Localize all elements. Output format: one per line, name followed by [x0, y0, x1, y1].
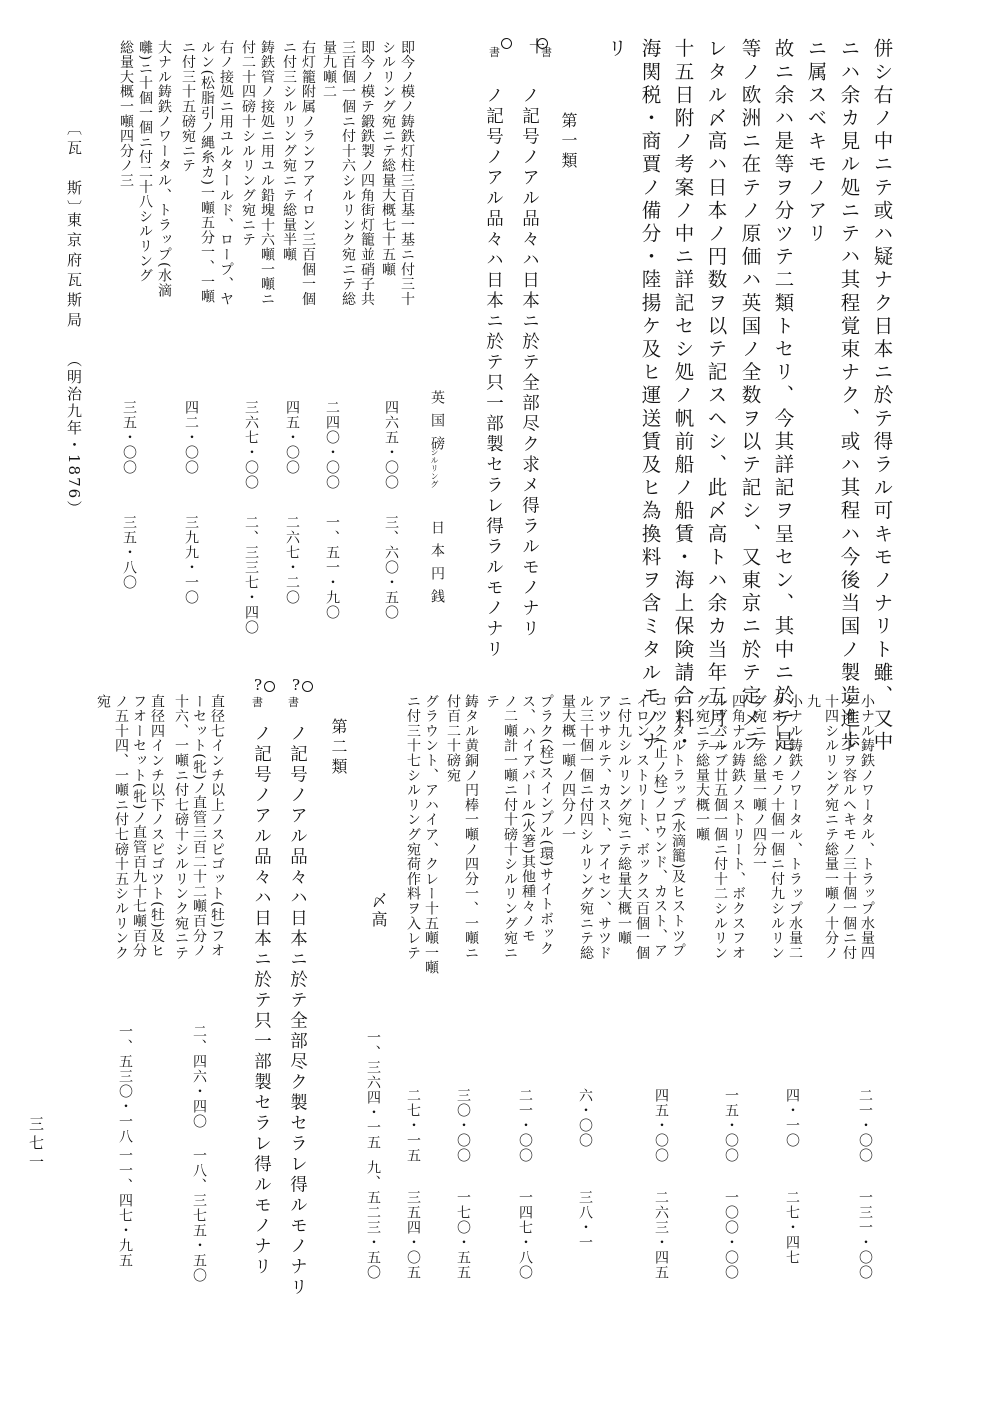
class2-legend-line: ノ記号ノアル品々ハ日本ニ於テ全部尽ク製セラレ得ルモノナリ — [287, 724, 308, 1298]
item-line: ーセット(牝)ノ直管三百二十二噸百分ノ — [191, 694, 207, 959]
column-header-gbp-unit: シルリング — [430, 448, 439, 488]
item-line: ニ付三十五磅宛ニテ — [180, 40, 196, 174]
item-line: 右灯籠附属ノランフアイロン三百個一個 — [300, 40, 316, 307]
item-line: テ — [484, 694, 500, 709]
jpy-value: 三八・一 — [577, 1190, 593, 1250]
gbp-value: 一五・〇〇 — [723, 1088, 739, 1163]
mark-char: 書 — [252, 696, 263, 709]
mark-char: 書 — [489, 46, 500, 59]
item-line: アツサルテ、カスト、アイセン、サツド — [596, 694, 612, 961]
jpy-value: 一〇〇・〇〇 — [723, 1190, 739, 1280]
item-line: クオートノモノ十個一個ニ付九シルリン — [769, 694, 785, 961]
gbp-value: 三〇・〇〇 — [455, 1088, 471, 1163]
jpy-value: 一一、四七・九五 — [117, 1148, 133, 1268]
item-line: 付二十四磅十シルリング宛ニテ — [240, 40, 256, 248]
item-line: 直径四インチ以下ノスピゴツト(牡)及ヒ — [149, 694, 165, 959]
class1-heading: 第一類 — [559, 112, 578, 172]
item-line: 即今ノ模ノ鋳鉄灯柱三百基一基ニ付三十 — [399, 40, 415, 307]
jpy-value: 三五四・〇五 — [405, 1190, 421, 1280]
item-line: グ宛ニテ総量一噸ノ四分一 — [751, 694, 767, 872]
jpy-value: 二六七・二〇 — [284, 515, 300, 605]
item-line: グラウント、アハイア、クレー十五噸一噸 — [423, 694, 439, 976]
intro-line: 等ノ欧洲ニ在テノ原価ハ英国ノ全数ヲ以テ記シ、又東京ニ於テ定メラ — [738, 38, 762, 755]
item-line: ル三十個一個ニ付四シルリング宛ニテ総 — [578, 694, 594, 961]
jpy-value: 二七・四七 — [784, 1190, 800, 1265]
date: （明治九年・1876） — [65, 352, 83, 518]
item-line: 囃)ニ十個一個ニ付二十八シルリング — [137, 40, 153, 284]
class1-legend-line: ノ記号ノアル品々ハ日本ニ於テ只一部製セラレ得ラルモノナリ — [483, 86, 504, 660]
item-line: 量大概一噸ノ四分ノ一 — [560, 694, 576, 842]
intro-line: レタル〆高ハ日本ノ円数ヲ以テ記スヘシ、此〆高トハ余カ当年五月二 — [704, 38, 728, 755]
intro-line: ニハ余カ見ル処ニテハ其程覚束ナク、或ハ其程ハ今後当国ノ製造進歩 — [837, 38, 861, 755]
item-line: 即今ノ模テ鍛鉄製ノ四角街灯籠並硝子共 — [359, 40, 375, 307]
gbp-value: 三五・〇〇 — [121, 400, 137, 475]
item-line: 量九噸二 — [321, 40, 337, 100]
jpy-value: 一四七・八〇 — [517, 1190, 533, 1280]
intro-line: 海関税・商賈ノ備分・陸揚ケ及ヒ運送賃及ヒ為換料ヲ含ミタルモノナ — [638, 38, 662, 755]
jpy-value: 三五・八〇 — [121, 515, 137, 590]
mark-char: 書 — [288, 696, 299, 709]
mark-char: ? — [292, 676, 301, 694]
item-line: クオートヲ容ルヘキモノ三十個一個ニ付 — [841, 694, 857, 961]
class2-legend-line: ノ記号ノアル品々ハ日本ニ於テ只一部製セラレ得ルモノナリ — [251, 724, 272, 1278]
gbp-value: 四五・〇〇 — [653, 1088, 669, 1163]
jpy-value: 一三一・〇〇 — [857, 1190, 873, 1280]
jpy-value: 三九九・一〇 — [183, 515, 199, 605]
total-label: 〆高 — [369, 892, 388, 930]
item-line: 付百二十磅宛 — [445, 694, 461, 783]
column-header-gbp: 英国磅 — [429, 390, 445, 459]
item-line: 四角ナル鋳鉄ノストリート、ボクスフオ — [730, 694, 746, 961]
gbp-value: 六・〇〇 — [577, 1088, 593, 1148]
intro-line: 併シ右ノ中ニテ或ハ疑ナク日本ニ於テ得ラル可キモノナリト雖、又中 — [870, 38, 894, 755]
gbp-value: 四五・〇〇 — [284, 400, 300, 475]
item-line: 宛 — [95, 694, 111, 709]
item-line: シルリング宛ニテ総量大概七十五噸 — [380, 40, 396, 277]
class2-mark-q1 — [286, 676, 312, 720]
gbp-value: 二一・〇〇 — [517, 1088, 533, 1163]
item-line: プラク(栓)スインプル(環)サイトボック — [538, 694, 554, 956]
class1-legend-line: ノ記号ノアル品々ハ日本ニ於テ全部尽ク求メ得ラルモノナリ — [519, 86, 540, 640]
gbp-value: 四六五・〇〇 — [383, 400, 399, 490]
item-line: コツク(止ノ栓)ノロウンド、カスト、ア — [652, 694, 668, 959]
item-line: 右ノ接処ニ用ユルタールド、ロープ、ヤ — [218, 40, 234, 307]
total-jpy: 九、五二三・五〇 — [365, 1160, 381, 1280]
mark-char: 書 — [541, 46, 552, 59]
item-line: ス、ハイアバール(火箸)其他種々ノモ — [520, 694, 536, 944]
item-line: 総量大概一噸四分ノ三 — [118, 40, 134, 188]
class1-mark-circle — [489, 34, 513, 82]
gbp-value: 一、五三〇・一八 — [117, 1024, 133, 1144]
intro-line: リ — [604, 38, 628, 62]
item-line: ノ二噸計一噸ニ付十磅十シルリング宛ニ — [502, 694, 518, 961]
gbp-value: 二四〇・〇〇 — [324, 400, 340, 490]
item-line: グ宛ニテ総量大概一噸 — [694, 694, 710, 842]
jpy-value: 一七〇・五五 — [455, 1190, 471, 1280]
gbp-value: 二七・一五 — [405, 1088, 421, 1163]
class1-mark-plus — [524, 34, 552, 82]
gbp-value: 三六七・〇〇 — [243, 400, 259, 490]
class2-heading: 第二類 — [329, 718, 348, 778]
intro-line: ニ属スベキモノアリ — [804, 38, 828, 246]
jpy-value: 三、六〇・五〇 — [383, 515, 399, 620]
class2-mark-q2 — [250, 676, 276, 720]
gbp-value: 四二・〇〇 — [183, 400, 199, 475]
jpy-value: 二、三三七・四〇 — [243, 515, 259, 635]
source-tag: 〔瓦 斯〕 — [65, 120, 83, 220]
item-line: 三百個一個ニ付十六シルリンク宛ニテ総 — [340, 40, 356, 307]
item-line: ニ付三シルリング宛ニテ総量半噸 — [281, 40, 297, 262]
jpy-value: 一、五一・九〇 — [324, 515, 340, 620]
mark-char: 十 — [529, 37, 546, 56]
gbp-value: 二一・〇〇 — [857, 1088, 873, 1163]
item-line: ルヴバルブ廿五個一個ニ付十二シルリン — [712, 694, 728, 961]
item-line: ノ五十四、一噸ニ付七磅十五シルリンク — [113, 694, 129, 961]
circle-marker-icon — [264, 681, 275, 692]
item-line: 十六、一噸ニ付七磅十シルリンク宛ニテ — [173, 694, 189, 961]
item-line: フオーセット(牝)ノ直管百九十七噸百分 — [131, 694, 147, 959]
item-line: 鋳鉄管ノ接処ニ用ユル鉛塊十六噸一噸ニ — [259, 40, 275, 307]
item-line: 小ナル鋳鉄ノワータル、トラップ水量二 — [787, 694, 803, 961]
circle-marker-icon — [302, 681, 313, 692]
column-header-jpy: 日本円銭 — [429, 520, 445, 612]
item-line: 大ナル鋳鉄ノワータル、トラップ(水滴 — [156, 40, 172, 298]
intro-line: 故ニ余ハ是等ヲ分ツテ二類トセリ、今其詳記ヲ呈セン、其中ニ於テ是 — [771, 38, 795, 755]
item-line: イロン、ストリート、ボックス百個一個 — [634, 694, 650, 961]
item-line: ワータルトラップ(水滴籠)及ヒストツプ — [670, 694, 686, 959]
gbp-value: 四・一〇 — [784, 1088, 800, 1148]
mark-char: ? — [254, 676, 263, 694]
page-number: 三七一 — [27, 1116, 45, 1173]
item-line: ニ付九シルリング宛ニテ総量大概一噸 — [616, 694, 632, 946]
jpy-value: 一八、三七五・五〇 — [191, 1148, 207, 1283]
item-line: 十四シルリング宛ニテ総量一噸ノ十分ノ — [823, 694, 839, 961]
jpy-value: 二六三・四五 — [653, 1190, 669, 1280]
total-gbp: 一、三六四・一五 — [365, 1030, 381, 1150]
item-line: 直径七インチ以上ノスピゴット(牡)フオ — [209, 694, 225, 959]
gbp-value: 二、四六・四〇 — [191, 1024, 207, 1129]
item-line: ルン(松脂引ノ縄糸カ)一噸五分一、一噸 — [199, 40, 215, 305]
item-line: 小ナル鋳鉄ノワータル、トラップ水量四 — [859, 694, 875, 961]
item-line: 鋳タル黄銅ノ円棒一噸ノ四分一、一噸ニ — [463, 694, 479, 961]
author: 東京府瓦斯局 — [65, 212, 83, 332]
item-line: 九 — [805, 694, 821, 709]
circle-marker-icon — [501, 38, 512, 49]
item-line: ニ付三十七シルリング宛荷作料ヲ入レテ — [405, 694, 421, 961]
intro-line: 十五日附ノ考案ノ中ニ詳記セシ処ノ帆前船ノ船賃・海上保険請合料・ — [671, 38, 695, 755]
